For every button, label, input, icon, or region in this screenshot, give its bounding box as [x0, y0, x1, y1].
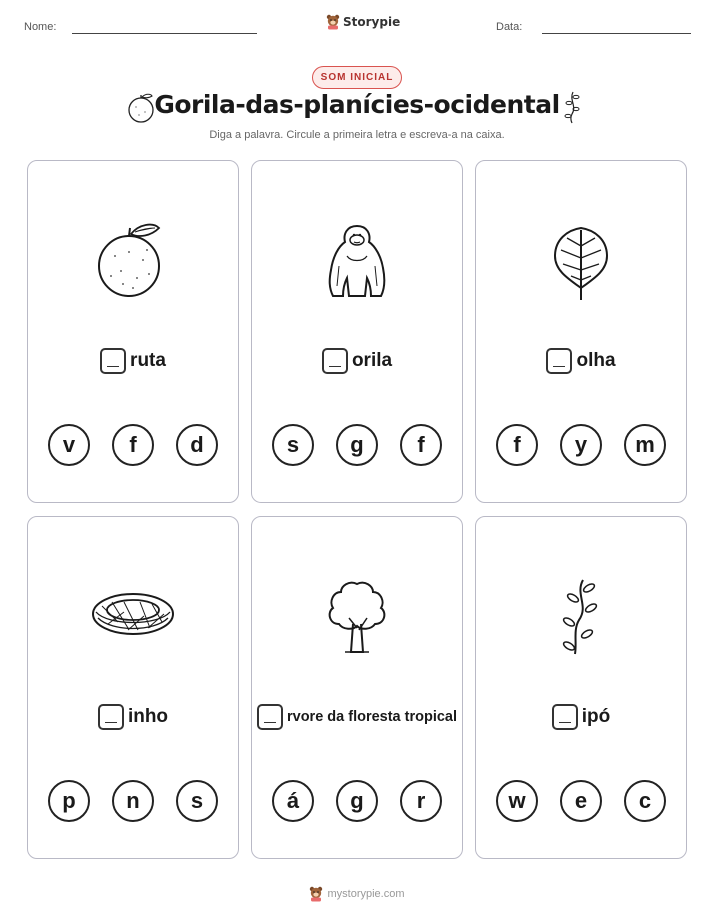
answer-box[interactable]: [322, 348, 348, 374]
letter-options: [476, 780, 686, 822]
footer-url[interactable]: mystorypie.com: [327, 888, 405, 900]
letter-option[interactable]: p: [48, 780, 90, 822]
word-row: [28, 348, 238, 374]
category-badge: SOM INICIAL: [312, 66, 402, 89]
answer-box[interactable]: [552, 704, 578, 730]
letter-options: [252, 780, 462, 822]
letter-options: [252, 424, 462, 466]
orange-icon: [93, 216, 173, 306]
date-field-line[interactable]: [542, 33, 691, 34]
gorilla-icon: [317, 216, 397, 306]
letter-option[interactable]: v: [48, 424, 90, 466]
title-row: [0, 90, 714, 126]
leaf-icon: [541, 216, 621, 306]
letter-option[interactable]: y: [560, 424, 602, 466]
letter-option[interactable]: f: [400, 424, 442, 466]
worksheet-header: [0, 14, 714, 44]
nest-icon: [88, 572, 178, 662]
tree-icon: [317, 572, 397, 662]
letter-option[interactable]: c: [624, 780, 666, 822]
name-field-line[interactable]: [72, 33, 257, 34]
letter-options: [28, 424, 238, 466]
letter-option[interactable]: m: [624, 424, 666, 466]
name-label: Nome:: [24, 21, 57, 33]
letter-option[interactable]: n: [112, 780, 154, 822]
bear-mascot-icon: [309, 886, 323, 902]
letter-options: [476, 424, 686, 466]
letter-option[interactable]: g: [336, 424, 378, 466]
letter-option[interactable]: s: [176, 780, 218, 822]
letter-option[interactable]: f: [112, 424, 154, 466]
word-ending: orila: [351, 350, 393, 371]
word-card-5: [251, 516, 463, 859]
word-card-2: [251, 160, 463, 503]
word-card-3: [475, 160, 687, 503]
word-row: [28, 704, 238, 730]
letter-option[interactable]: á: [272, 780, 314, 822]
vine-icon: [564, 90, 582, 124]
letter-option[interactable]: s: [272, 424, 314, 466]
brand-logo: [326, 14, 400, 30]
word-ending: rvore da floresta tropical: [286, 709, 458, 725]
word-row: [252, 704, 462, 730]
word-row: [476, 348, 686, 374]
date-label: Data:: [496, 21, 523, 33]
word-card-6: [475, 516, 687, 859]
word-ending: olha: [576, 350, 616, 371]
word-ending: inho: [127, 706, 169, 727]
brand-name: Storypie: [343, 15, 401, 29]
word-ending: ipó: [581, 706, 611, 727]
word-row: [476, 704, 686, 730]
vine-icon: [541, 572, 621, 662]
word-card-1: [27, 160, 239, 503]
bear-mascot-icon: [326, 14, 340, 30]
word-card-4: [27, 516, 239, 859]
letter-options: [28, 780, 238, 822]
worksheet-title: Gorila-das-planícies-ocidental: [154, 90, 560, 119]
letter-option[interactable]: f: [496, 424, 538, 466]
word-ending: ruta: [130, 350, 166, 371]
footer: [0, 886, 714, 902]
answer-box[interactable]: [257, 704, 283, 730]
letter-option[interactable]: r: [400, 780, 442, 822]
word-row: [252, 348, 462, 374]
letter-option[interactable]: g: [336, 780, 378, 822]
answer-box[interactable]: [546, 348, 572, 374]
letter-option[interactable]: d: [176, 424, 218, 466]
letter-option[interactable]: e: [560, 780, 602, 822]
letter-option[interactable]: w: [496, 780, 538, 822]
answer-box[interactable]: [100, 348, 126, 374]
instructions: Diga a palavra. Circule a primeira letra e escreva-a na caixa.: [209, 129, 505, 141]
answer-box[interactable]: [98, 704, 124, 730]
